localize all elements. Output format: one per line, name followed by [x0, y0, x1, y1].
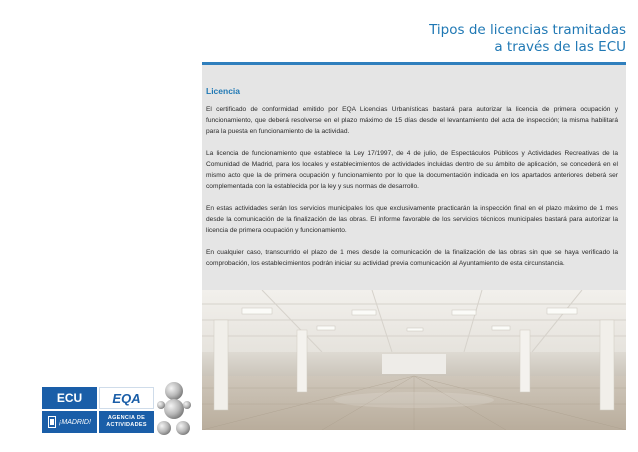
paragraph: La licencia de funcionamiento que establece la Ley 17/1997, de 4 de julio, de Espectáculos Públicos y Actividades Recreativas de la Comunidad de Madrid, para los locales y establecimientos de actividades incluidas dentro de su ámbito de aplicación, se concederá en el mismo acto que la de primera ocupación y funcionamiento por lo que la documentación indicada en los apartados anteriores deberá ser complementada con la establecida por la ley y sus normas de desarrollo. [206, 150, 618, 190]
paragraph: En estas actividades serán los servicios municipales los que exclusivamente practicarán la inspección final en el plazo máximo de 1 mes desde la comunicación de la finalización de las obras. El informe favorable de los servicios técnicos municipales bastará para autorizar la licencia de primera ocupación y funcionamiento. [206, 205, 618, 234]
madrid-logo [42, 411, 97, 433]
eqa-logo [99, 387, 154, 409]
eqa-logo-text: EQA [112, 390, 141, 406]
agencia-line-2: ACTIVIDADES [106, 422, 147, 428]
photo-illustration [202, 290, 626, 430]
paragraph: El certificado de conformidad emitido por EQA Licencias Urbanísticas bastará para autorizar la licencia de primera ocupación y funcionamiento, que deberá resolverse en el plazo máximo de 15 días desde el levantamiento del acta de inspección; la misma habilitará para la puesta en funcionamiento de la actividad. [206, 106, 618, 135]
agencia-line-1: AGENCIA DE [107, 415, 146, 421]
empty-commercial-space-photo [202, 290, 626, 430]
heading-line-1: Tipos de licencias tramitadas [429, 22, 626, 38]
body-text [206, 104, 618, 280]
madrid-logo-text: ¡MADRID! [59, 418, 91, 426]
madrid-crest-icon [48, 416, 56, 428]
mascot-icon [156, 380, 192, 440]
ecu-logo [42, 387, 97, 409]
agencia-actividades-logo [99, 411, 154, 433]
ecu-logo-text: ECU [56, 391, 83, 405]
section-title: Licencia [206, 86, 241, 96]
heading-line-2: a través de las ECU [494, 39, 626, 55]
page-heading [326, 22, 626, 56]
logo-block [42, 387, 154, 435]
paragraph: En cualquier caso, transcurrido el plazo de 1 mes desde la comunicación de la finalización de las obras sin que se haya verificado la comprobación, los establecimientos podrán iniciar su actividad previa comunicación al Ayuntamiento de esta circunstancia. [206, 249, 618, 267]
